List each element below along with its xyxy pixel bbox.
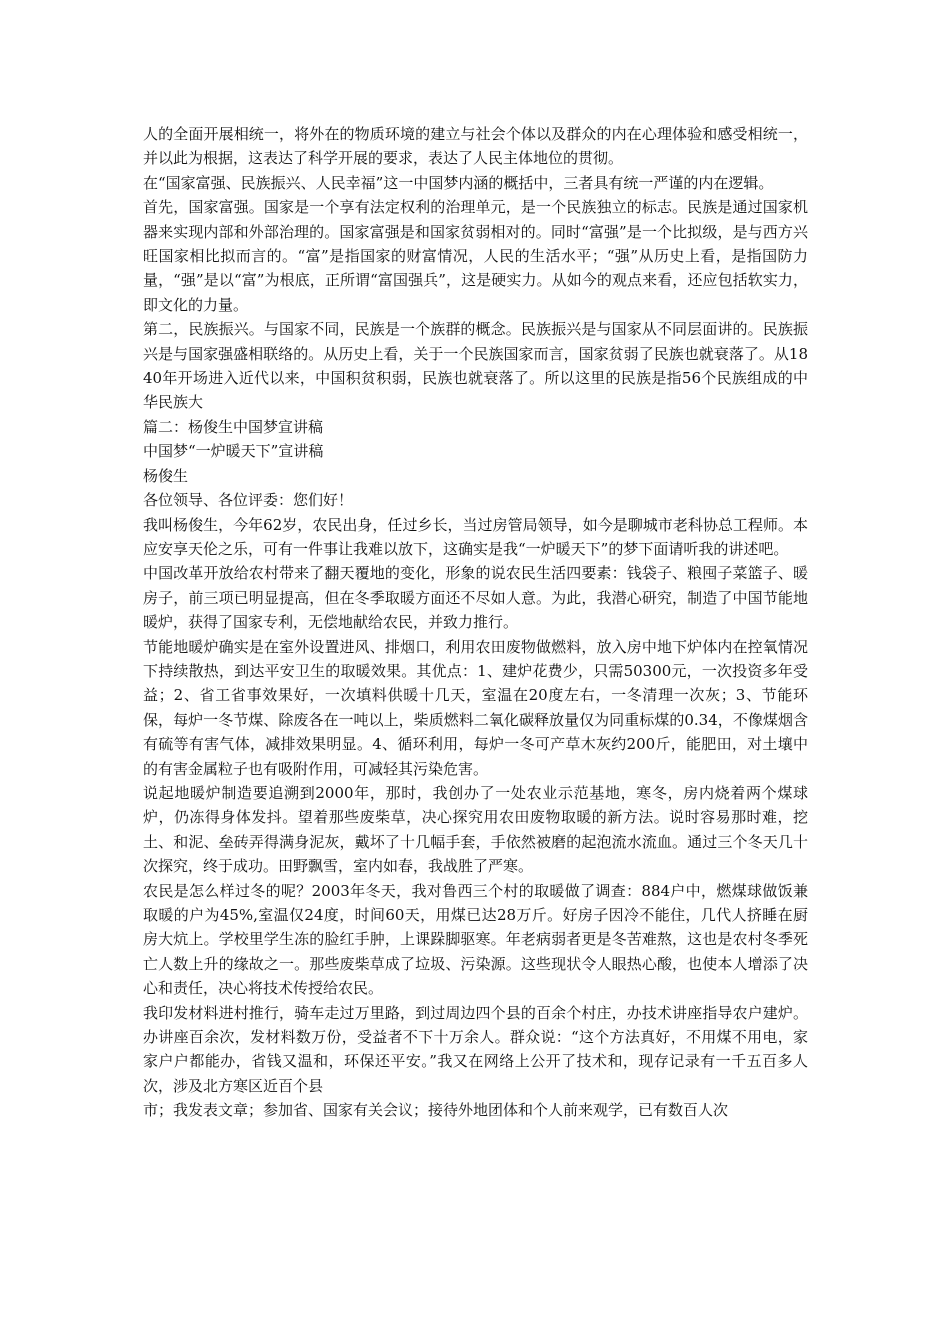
speech-title: 中国梦“一炉暖天下”宣讲稿 [143, 442, 324, 461]
paragraph: 人的全面开展相统一，将外在的物质环境的建立与社会个体以及群众的内在心理体验和感受相统一，并以此为根据，这表达了科学开展的要求，表达了人民主体地位的贯彻。 [143, 125, 808, 168]
greeting: 各位领导、各位评委：您们好！ [143, 491, 354, 510]
document-body [143, 122, 808, 1123]
paragraph: 市；我发表文章；参加省、国家有关会议；接待外地团体和个人前来观学，已有数百人次 [143, 1101, 729, 1120]
section-heading: 篇二：杨俊生中国梦宣讲稿 [143, 417, 324, 436]
paragraph: 农民是怎么样过冬的呢？2003年冬天，我对鲁西三个村的取暖做了调查：884户中，燃煤球做饭兼取暖的户为45%,室温仅24度，时间60天，用煤已达28万斤。好房子因冷不能住，几代人挤睡在厨房大炕上。学校里学生冻的脸红手肿，上课跺脚驱寒。年老病弱者更是冬苦难熬，这也是农村冬季死亡人数上升的缘故之一。那些废柴草成了垃圾、污染源。这些现状令人眼热心酸，也使本人增添了决心和责任，决心将技术传授给农民。 [143, 881, 808, 998]
paragraph: 我印发材料进村推行，骑车走过万里路，到过周边四个县的百余个村庄，办技术讲座指导农户建炉。办讲座百余次，发材料数万份，受益者不下十万余人。群众说：“这个方法真好，不用煤不用电，家家户户都能办，省钱又温和，环保还平安。”我又在网络上公开了技术和，现存记录有一千五百多人次，涉及北方寒区近百个县 [143, 1003, 808, 1095]
paragraph: 说起地暖炉制造要追溯到2000年，那时，我创办了一处农业示范基地，寒冬，房内烧着两个煤球炉，仍冻得身体发抖。望着那些废柴草，决心探究用农田废物取暖的新方法。说时容易那时难，挖土、和泥、垒砖弄得满身泥灰，戴坏了十几幅手套，手依然被磨的起泡流水流血。通过三个冬天几十次探究，终于成功。田野飘雪，室内如春，我战胜了严寒。 [143, 783, 808, 876]
paragraph: 首先，国家富强。国家是一个享有法定权利的治理单元，是一个民族独立的标志。民族是通过国家机器来实现内部和外部治理的。国家富强是和国家贫弱相对的。同时“富强”是一个比拟级，是与西方兴旺国家相比拟而言的。“富”是指国家的财富情况，人民的生活水平；“强”从历史上看，是指国防力量，“强”是以“富”为根底，正所谓“富国强兵”，这是硬实力。从如今的观点来看，还应包括软实力，即文化的力量。 [143, 198, 808, 314]
paragraph: 节能地暖炉确实是在室外设置进风、排烟口，利用农田废物做燃料，放入房中地下炉体内在控氧情况下持续散热，到达平安卫生的取暖效果。其优点：1、建炉花费少，只需50300元，一次投资多年受益；2、省工省事效果好，一次填料供暖十几天，室温在20度左右，一冬清理一次灰；3、节能环保，每炉一冬节煤、除废各在一吨以上，柴质燃料二氧化碳释放量仅为同重标煤的0.34，不像煤烟含有硫等有害气体，减排效果明显。4、循环利用，每炉一冬可产草木灰约200斤，能肥田，对土壤中的有害金属粒子也有吸附作用，可减轻其污染危害。 [143, 637, 808, 778]
author-name: 杨俊生 [143, 466, 189, 485]
paragraph: 第二，民族振兴。与国家不同，民族是一个族群的概念。民族振兴是与国家从不同层面讲的。民族振兴是与国家强盛相联络的。从历史上看，关于一个民族国家而言，国家贫弱了民族也就衰落了。从1840年开场进入近代以来，中国积贫积弱，民族也就衰落了。所以这里的民族是指56个民族组成的中华民族大 [143, 320, 808, 412]
paragraph: 中国改革开放给农村带来了翻天覆地的变化，形象的说农民生活四要素：钱袋子、粮囤子菜篮子、暖房子，前三项已明显提高，但在冬季取暖方面还不尽如人意。为此，我潜心研究，制造了中国节能地暖炉，获得了国家专利，无偿地献给农民，并致力推行。 [143, 564, 808, 632]
paragraph: 我叫杨俊生，今年62岁，农民出身，任过乡长，当过房管局领导，如今是聊城市老科协总工程师。本应安享天伦之乐，可有一件事让我难以放下，这确实是我“一炉暖天下”的梦下面请听我的讲述吧。 [143, 515, 808, 558]
paragraph: 在“国家富强、民族振兴、人民幸福”这一中国梦内涵的概括中，三者具有统一严谨的内在逻辑。 [143, 173, 774, 192]
